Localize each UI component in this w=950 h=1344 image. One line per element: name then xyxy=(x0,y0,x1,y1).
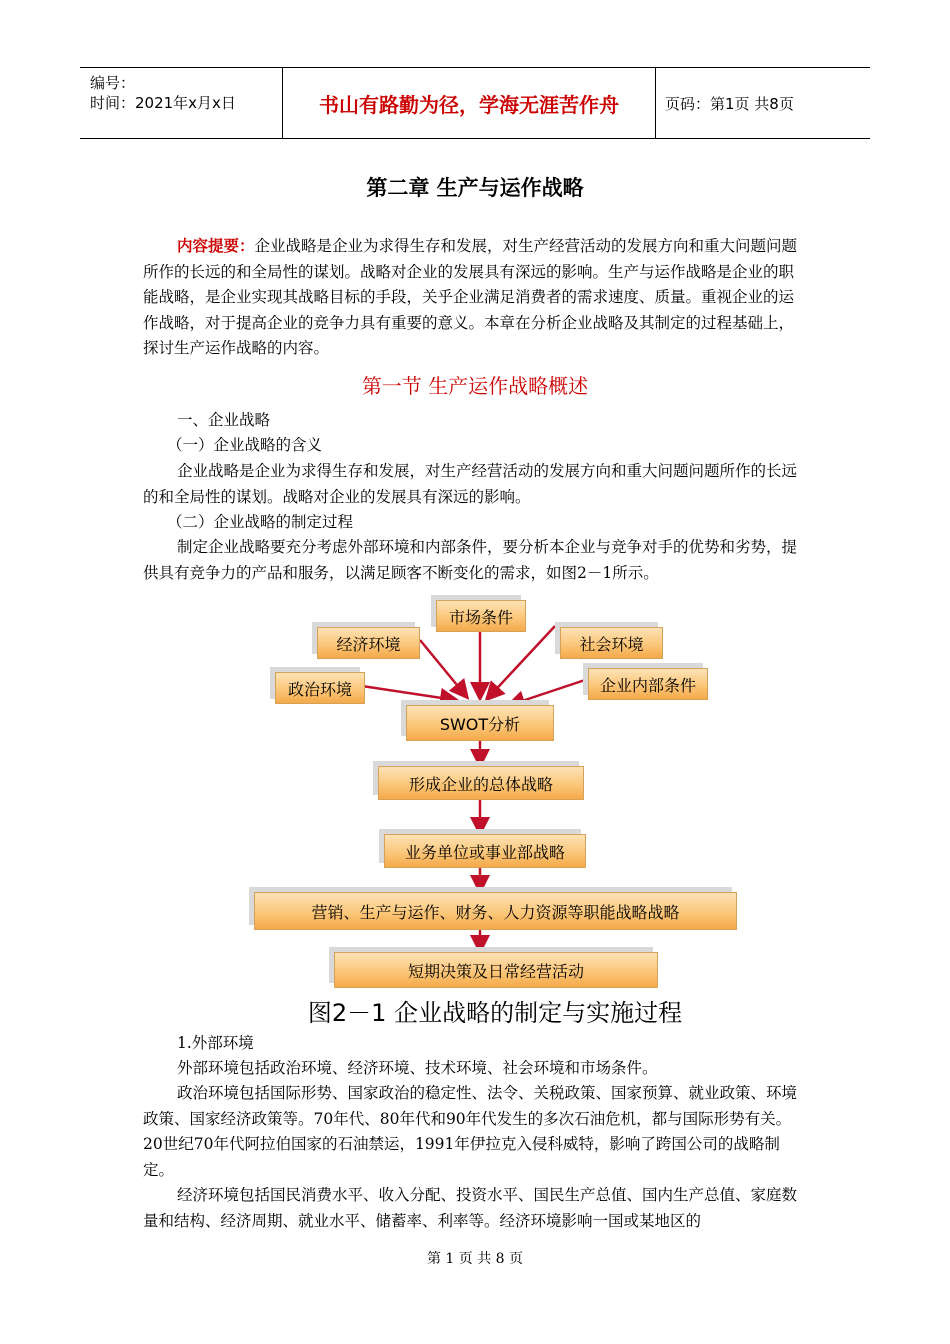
box-internal-conditions: 企业内部条件 xyxy=(588,668,708,700)
summary-label: 内容提要： xyxy=(177,236,255,255)
page-footer: 第 1 页 共 8 页 xyxy=(426,1251,524,1267)
summary-text: 企业战略是企业为求得生存和发展，对生产经营活动的发展方向和重大问题问题所作的长远的和全局性的谋划。战略对企业的发展具有深远的影响。生产与运作战略是企业的职能战略，是企业实现其战略目标的手段，关乎企业满足消费者的需求速度、质量。重视企业的运作战略，对于提高企业的竞争力具有重要的意义。本章在分析企业战略及其制定的过程基础上，探讨生产运作战略的内容。 xyxy=(143,237,798,357)
paragraph-strategy-process: 制定企业战略要充分考虑外部环境和内部条件，要分析本企业与竞争对手的优势和劣势，提供具有竞争力的产品和服务，以满足顾客不断变化的需求，如图2－1所示。 xyxy=(143,538,798,582)
arrow-internal xyxy=(510,680,585,705)
box-swot-analysis: SWOT分析 xyxy=(406,705,554,741)
section-title: 第一节 生产运作战略概述 xyxy=(361,374,589,398)
box-daily-operations: 短期决策及日常经营活动 xyxy=(334,952,658,988)
arrow-economic xyxy=(420,640,466,696)
number-label: 编号： xyxy=(90,74,136,92)
heading-strategy-meaning: （一）企业战略的含义 xyxy=(167,436,323,454)
chapter-title: 第二章 生产与运作战略 xyxy=(366,176,584,200)
paragraph-strategy-meaning: 企业战略是企业为求得生存和发展，对生产经营活动的发展方向和重大问题问题所作的长远的和全局性的谋划。战略对企业的发展具有深远的影响。 xyxy=(143,462,798,506)
heading-external-environment: 1.外部环境 xyxy=(177,1034,254,1052)
box-economic-environment: 经济环境 xyxy=(317,627,420,659)
arrow-political xyxy=(362,686,455,700)
box-business-unit-strategy: 业务单位或事业部战略 xyxy=(384,834,586,868)
paragraph-economic-environment: 经济环境包括国民消费水平、收入分配、投资水平、国民生产总值、国内生产总值、家庭数量和结构、经济周期、就业水平、储蓄率、利率等。经济环境影响一国或某地区的 xyxy=(143,1186,798,1230)
figure-caption: 图2－1 企业战略的制定与实施过程 xyxy=(307,999,683,1027)
box-functional-strategy: 营销、生产与运作、财务、人力资源等职能战略战略 xyxy=(254,892,737,930)
heading-enterprise-strategy: 一、企业战略 xyxy=(177,411,271,429)
arrow-social xyxy=(488,626,555,698)
box-overall-strategy: 形成企业的总体战略 xyxy=(378,766,584,800)
box-political-environment: 政治环境 xyxy=(275,672,365,704)
box-market-conditions: 市场条件 xyxy=(436,600,526,632)
page-info: 页码：第1页 共8页 xyxy=(665,94,794,113)
motto: 书山有路勤为径，学海无涯苦作舟 xyxy=(319,92,619,117)
heading-strategy-process: （二）企业战略的制定过程 xyxy=(167,513,354,531)
time-label: 时间：2021年x月x日 xyxy=(90,94,236,112)
box-social-environment: 社会环境 xyxy=(560,627,663,659)
paragraph-external-environment: 外部环境包括政治环境、经济环境、技术环境、社会环境和市场条件。 xyxy=(177,1059,658,1077)
paragraph-political-environment: 政治环境包括国际形势、国家政治的稳定性、法令、关税政策、国家预算、就业政策、环境政策、国家经济政策等。70年代、80年代和90年代发生的多次石油危机，都与国际形势有关。20世纪70年代阿拉伯国家的石油禁运，1991年伊拉克入侵科威特，影响了跨国公司的战略制定。 xyxy=(143,1084,798,1179)
